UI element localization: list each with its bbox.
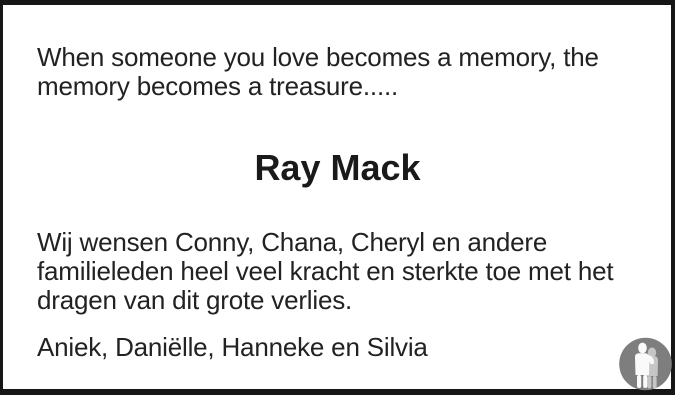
quote-line-1: When someone you love becomes a memory, the (37, 42, 599, 72)
memorial-site-logo (619, 337, 672, 391)
deceased-name: Ray Mack (254, 147, 421, 188)
condolence-message (37, 228, 613, 315)
message-line-2: familieleden heel veel kracht en sterkte toe met het (37, 256, 614, 286)
two-embracing-figures-icon (619, 337, 672, 391)
quote-line-2: memory becomes a treasure..... (37, 71, 399, 101)
signatories: Aniek, Daniëlle, Hanneke en Silvia (37, 332, 428, 362)
message-line-1: Wij wensen Conny, Chana, Cheryl en andere (37, 227, 548, 257)
message-line-3: dragen van dit grote verlies. (37, 285, 353, 315)
memorial-quote (37, 43, 599, 101)
